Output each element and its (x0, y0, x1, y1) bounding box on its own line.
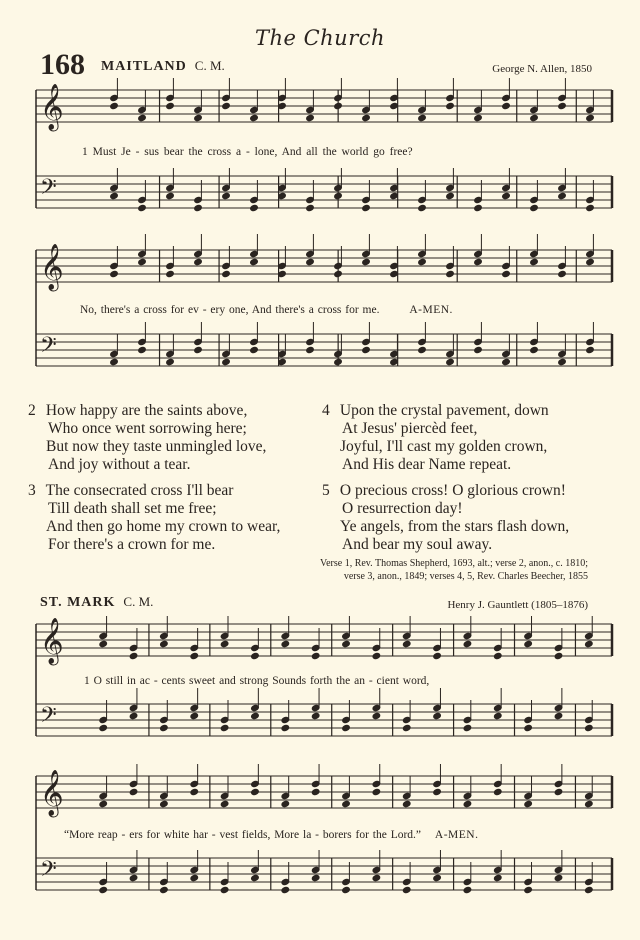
verse-line: O resurrection day! (342, 500, 463, 517)
note-head (585, 640, 594, 647)
note-head (402, 800, 411, 807)
note-head (251, 788, 260, 795)
composer-credit: Henry J. Gauntlett (1805–1876) (447, 599, 588, 611)
note-head (99, 640, 108, 647)
verse-line: For there's a crown for me. (48, 536, 216, 553)
verse-text: O precious cross! O glorious crown! (339, 482, 566, 499)
verse-5 (322, 482, 569, 554)
lyric-text: “More reap - ers for white har - vest fields, More la - borers for the Lord.” (64, 829, 422, 841)
page-header: The Church (254, 26, 386, 50)
note-head (138, 204, 147, 211)
note-head (166, 102, 175, 109)
note-head (446, 192, 455, 199)
note-head (194, 258, 203, 265)
note-head (446, 270, 455, 277)
verse-line: At Jesus' piercèd feet, (342, 420, 478, 437)
note-head (222, 102, 231, 109)
note-head (586, 114, 595, 121)
note-head (342, 886, 351, 893)
verse-line (28, 482, 280, 500)
note-head (502, 270, 511, 277)
note-head (311, 712, 320, 719)
note-head (390, 102, 399, 109)
treble-clef-icon: 𝄞 (40, 244, 64, 290)
note-head (160, 886, 169, 893)
note-head (586, 204, 595, 211)
note-head (99, 800, 108, 807)
verse-line (322, 482, 569, 500)
note-head (493, 652, 502, 659)
composer-credit: George N. Allen, 1850 (492, 63, 592, 75)
note-head (220, 724, 229, 731)
credit-line: Verse 1, Rev. Thomas Shepherd, 1693, alt.; verse 2, anon., c. 1810; (319, 558, 588, 569)
verse-line: But now they taste unmingled love, (46, 438, 267, 455)
verse-line: Joyful, I'll cast my golden crown, (340, 438, 548, 455)
verse-number: 4 (322, 402, 330, 419)
note-head (250, 258, 259, 265)
note-head (281, 724, 290, 731)
text-credits (320, 557, 588, 583)
note-head (194, 346, 203, 353)
note-head (306, 204, 315, 211)
note-head (463, 800, 472, 807)
note-head (418, 114, 427, 121)
note-head (334, 192, 343, 199)
note-head (390, 358, 399, 365)
lyric-line: 1 O still in ac - cents sweet and strong Sounds forth the an - cient word, (84, 675, 430, 687)
note-head (334, 358, 343, 365)
note-head (220, 886, 229, 893)
note-head (190, 652, 199, 659)
note-head (502, 102, 511, 109)
note-head (463, 640, 472, 647)
note-head (251, 874, 260, 881)
note-head (138, 258, 147, 265)
note-head (129, 874, 138, 881)
note-head (250, 204, 259, 211)
tune-name-text: ST. MARK (40, 595, 116, 610)
note-head (372, 712, 381, 719)
note-head (558, 102, 567, 109)
bass-clef-icon: 𝄢 (40, 333, 57, 363)
note-head (585, 724, 594, 731)
note-head (585, 886, 594, 893)
note-head (474, 114, 483, 121)
note-head (166, 192, 175, 199)
note-head (418, 258, 427, 265)
note-head (446, 102, 455, 109)
note-head (372, 788, 381, 795)
verse-line: And bear my soul away. (342, 536, 493, 553)
note-head (110, 358, 119, 365)
note-head (554, 788, 563, 795)
note-head (558, 192, 567, 199)
note-head (446, 358, 455, 365)
note-head (281, 800, 290, 807)
note-head (493, 874, 502, 881)
note-head (250, 346, 259, 353)
verse-line: Till death shall set me free; (48, 500, 217, 517)
note-head (433, 652, 442, 659)
note-head (281, 886, 290, 893)
note-head (502, 192, 511, 199)
note-head (160, 640, 169, 647)
note-head (138, 346, 147, 353)
note-head (160, 724, 169, 731)
bass-clef-icon: 𝄢 (40, 857, 57, 887)
note-head (433, 874, 442, 881)
note-head (362, 204, 371, 211)
note-head (194, 114, 203, 121)
note-head (194, 204, 203, 211)
note-head (554, 874, 563, 881)
note-head (530, 204, 539, 211)
note-head (585, 800, 594, 807)
note-head (110, 270, 119, 277)
verse-text: The consecrated cross I'll bear (45, 482, 234, 499)
note-head (342, 800, 351, 807)
tune-name (40, 594, 153, 611)
note-head (402, 724, 411, 731)
note-head (390, 192, 399, 199)
verse-line: And joy without a tear. (48, 456, 191, 473)
verse-4 (322, 402, 549, 474)
note-head (306, 114, 315, 121)
verse-line: Who once went sorrowing here; (48, 420, 247, 437)
note-head (530, 258, 539, 265)
note-head (110, 192, 119, 199)
note-head (558, 270, 567, 277)
note-head (530, 346, 539, 353)
note-head (558, 358, 567, 365)
note-head (402, 886, 411, 893)
note-head (586, 258, 595, 265)
note-head (362, 114, 371, 121)
note-head (311, 874, 320, 881)
treble-clef-icon: 𝄞 (40, 84, 64, 130)
note-head (524, 640, 533, 647)
note-head (372, 874, 381, 881)
tune-meter: C. M. (194, 58, 225, 73)
note-head (222, 270, 231, 277)
lyric-text: No, there's a cross for ev - ery one, And there's a cross for me. (80, 304, 380, 316)
note-head (251, 712, 260, 719)
bass-clef-icon: 𝄢 (40, 175, 57, 205)
note-head (342, 640, 351, 647)
note-head (463, 886, 472, 893)
note-head (220, 800, 229, 807)
note-head (99, 724, 108, 731)
note-head (586, 346, 595, 353)
verse-2 (28, 402, 266, 474)
amen-text: A-MEN. (434, 829, 479, 841)
amen-text: A-MEN. (409, 304, 453, 316)
bass-clef-icon: 𝄢 (40, 703, 57, 733)
note-head (554, 652, 563, 659)
note-head (433, 788, 442, 795)
note-head (110, 102, 119, 109)
note-head (372, 652, 381, 659)
tune-meter: C. M. (123, 594, 154, 609)
verse-3 (28, 482, 280, 554)
lyric-line (64, 829, 638, 841)
lyric-line: 1 Must Je - sus bear the cross a - lone, And all the world go free? (82, 146, 413, 158)
lyric-line (80, 304, 640, 316)
note-head (474, 204, 483, 211)
verse-line: And His dear Name repeat. (342, 456, 512, 473)
note-head (222, 192, 231, 199)
note-head (502, 358, 511, 365)
note-head (474, 346, 483, 353)
note-head (129, 788, 138, 795)
verse-line (322, 402, 549, 420)
note-head (166, 358, 175, 365)
note-head (362, 346, 371, 353)
tune-name-text: MAITLAND (101, 59, 187, 74)
note-head (493, 712, 502, 719)
verse-line: And then go home my crown to wear, (46, 518, 281, 535)
note-head (334, 270, 343, 277)
note-head (474, 258, 483, 265)
note-head (138, 114, 147, 121)
note-head (250, 114, 259, 121)
treble-clef-icon: 𝄞 (40, 770, 64, 816)
note-head (342, 724, 351, 731)
note-head (190, 874, 199, 881)
note-head (311, 788, 320, 795)
note-head (524, 724, 533, 731)
note-head (166, 270, 175, 277)
note-head (402, 640, 411, 647)
note-head (190, 712, 199, 719)
hymn-number: 168 (40, 48, 85, 81)
note-head (251, 652, 260, 659)
note-head (334, 102, 343, 109)
note-head (390, 270, 399, 277)
note-head (554, 712, 563, 719)
note-head (362, 258, 371, 265)
verse-number: 3 (28, 482, 36, 499)
note-head (190, 788, 199, 795)
note-head (530, 114, 539, 121)
note-head (418, 204, 427, 211)
verse-number: 5 (322, 482, 330, 499)
verse-text: Upon the crystal pavement, down (339, 402, 549, 419)
verse-line (28, 402, 266, 420)
note-head (418, 346, 427, 353)
note-head (311, 652, 320, 659)
note-head (129, 712, 138, 719)
note-head (281, 640, 290, 647)
note-head (493, 788, 502, 795)
credit-line: verse 3, anon., 1849; verses 4, 5, Rev. Charles Beecher, 1855 (343, 571, 588, 582)
note-head (160, 800, 169, 807)
treble-clef-icon: 𝄞 (40, 618, 64, 664)
note-head (524, 886, 533, 893)
note-head (306, 258, 315, 265)
note-head (129, 652, 138, 659)
note-head (463, 724, 472, 731)
note-head (220, 640, 229, 647)
note-head (433, 712, 442, 719)
note-head (99, 886, 108, 893)
verse-number: 2 (28, 402, 36, 419)
verse-text: How happy are the saints above, (45, 402, 248, 419)
note-head (524, 800, 533, 807)
note-head (222, 358, 231, 365)
verse-line: Ye angels, from the stars flash down, (340, 518, 570, 535)
note-head (306, 346, 315, 353)
